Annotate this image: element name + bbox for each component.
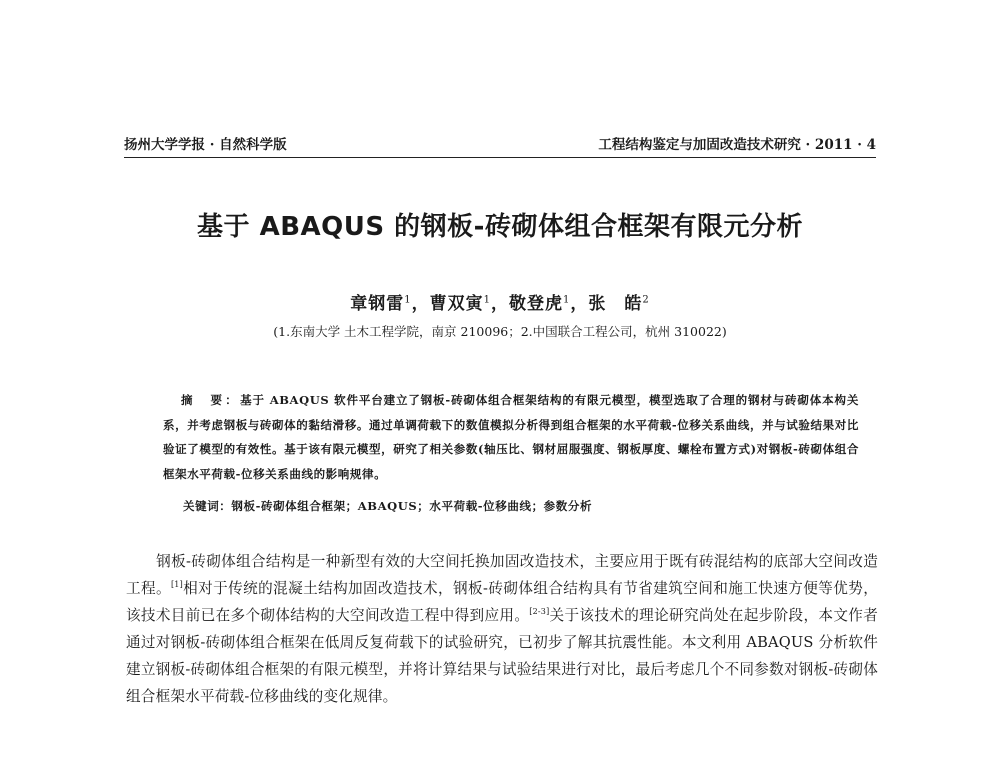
author-separator: ， <box>570 294 589 314</box>
keywords-label: 关键词： <box>183 499 232 513</box>
keywords-text: 钢板-砖砌体组合框架；ABAQUS；水平荷载-位移曲线；参数分析 <box>231 499 593 513</box>
author-separator: ， <box>411 294 430 314</box>
citation-ref[interactable]: [1] <box>170 580 183 590</box>
author-affil-mark: 1 <box>563 294 571 306</box>
section-issue: 工程结构鉴定与加固改造技术研究 · 2011 · 4 <box>598 137 876 153</box>
abstract-text: 基于 ABAQUS 软件平台建立了钢板-砖砌体组合框架结构的有限元模型，模型选取了合理的钢材与砖砌体本构关系，并考虑钢板与砖砌体的黏结滑移。通过单调荷载下的数值模拟分析得到组合框架的水平荷载-位移关系曲线，并与试验结果对比验证了模型的有效性。基于该有限元模型，研究了相关参数(轴压比、钢材屈服强度、钢板厚度、螺栓布置方式)对钢板-砖砌体组合框架水平荷载-位移关系曲线的影响规律。 <box>163 393 860 481</box>
running-header <box>124 130 876 152</box>
abstract <box>163 388 859 486</box>
author-name: 曹双寅 <box>429 294 484 314</box>
author-separator: ， <box>491 294 509 314</box>
author-name: 张 皓 <box>588 294 643 314</box>
body-segment: 钢板-砖砌体组合结构是一种新型有效的大空间托换加固改造技术，主要应用于既有砖混结构的底部大空间改造工程。 <box>126 553 878 597</box>
journal-name: 扬州大学学报 · 自然科学版 <box>124 137 287 153</box>
body-paragraph <box>126 548 878 710</box>
author-name: 章钢雷 <box>350 294 405 314</box>
body-segment: 关于该技术的理论研究尚处在起步阶段，本文作者通过对钢板-砖砌体组合框架在低周反复荷载下的试验研究，已初步了解其抗震性能。本文利用 ABAQUS 分析软件建立钢板-砖砌体组合框架的有限元模型，并将计算结果与试验结果进行对比，最后考虑几个不同参数对钢板-砖砌体组合框架水平荷载-位移曲线的变化规律。 <box>126 607 878 705</box>
paper-title: 基于 ABAQUS 的钢板-砖砌体组合框架有限元分析 <box>197 212 803 242</box>
author-affil-mark: 1 <box>404 294 412 306</box>
author-name: 敬登虎 <box>509 294 563 314</box>
author-affil-mark: 1 <box>483 294 491 306</box>
body-segment: 相对于传统的混凝土结构加固改造技术，钢板-砖砌体组合结构具有节省建筑空间和施工快速方便等优势，该技术目前已在多个砌体结构的大空间改造工程中得到应用。 <box>126 580 878 624</box>
author-affil-mark: 2 <box>642 294 650 306</box>
affiliations: (1.东南大学 土木工程学院，南京 210096；2.中国联合工程公司，杭州 310022) <box>273 324 727 339</box>
author-list <box>0 289 1000 314</box>
header-rule <box>124 157 876 158</box>
keywords <box>183 494 859 518</box>
abstract-label: 摘 要： <box>181 393 241 407</box>
citation-ref[interactable]: [2-3] <box>529 607 550 617</box>
